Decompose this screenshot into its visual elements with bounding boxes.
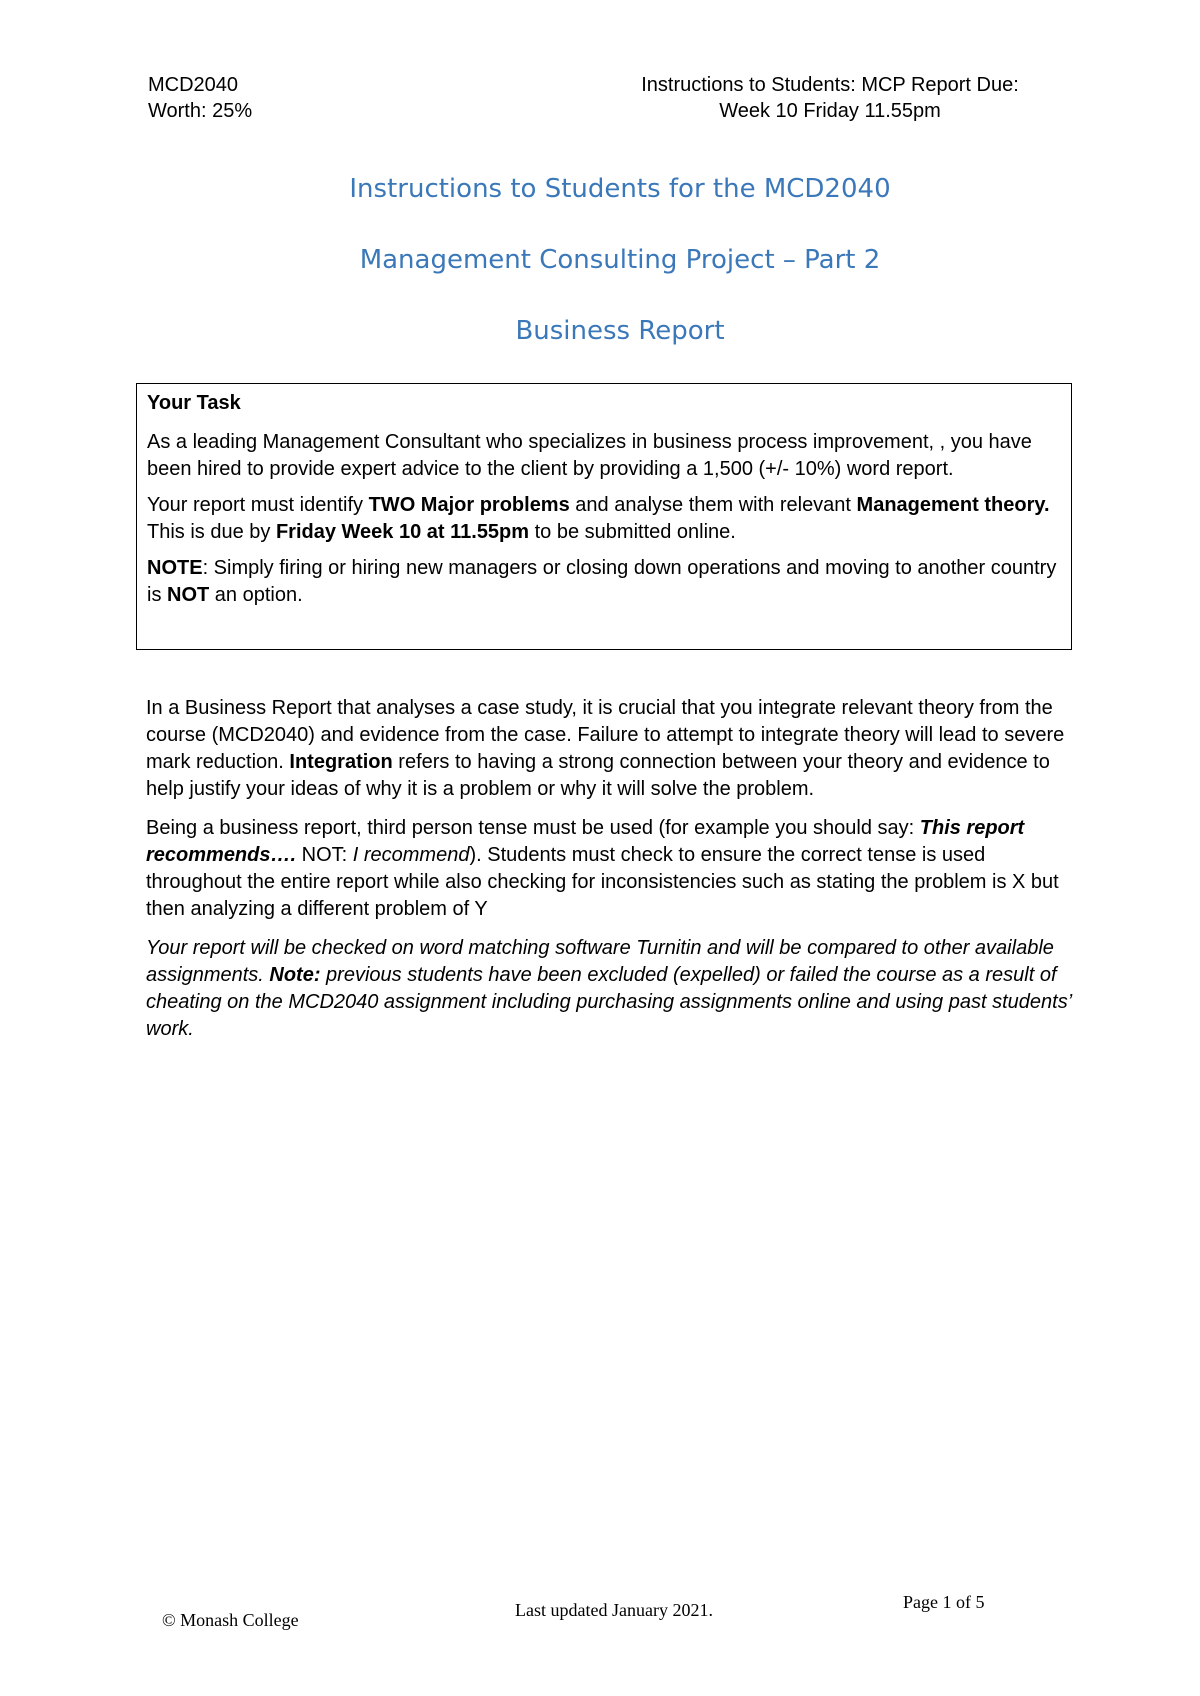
body-paragraph-1 [146,695,1072,803]
task-paragraph-3 [147,555,1061,609]
emphasis-deadline: Friday Week 10 at 11.55pm [275,521,530,543]
text-run: NOT: [296,844,353,866]
title-line-2: Management Consulting Project – Part 2 [359,245,881,275]
body-text [146,695,1072,1055]
title-line-1: Instructions to Students for the MCD2040 [349,174,891,204]
task-paragraph-2 [147,492,1061,546]
header-right [610,72,1050,124]
footer-updated: Last updated January 2021. [515,1600,713,1620]
text-run: and analyse them with relevant [569,494,857,516]
text-run: an option. [209,584,303,606]
worth-label: Worth: 25% [148,100,253,122]
text-run: Your report must identify [147,494,369,516]
emphasis-two-problems: TWO Major problems [368,494,570,516]
body-paragraph-3 [146,935,1072,1043]
note-label-italic: Note: [269,964,321,986]
header-left [148,72,252,124]
text-run: refers to having a strong connection between your theory and evidence to help justify your ideas of why it is a problem or why it will solve the problem. [146,751,1050,800]
due-line-1: Instructions to Students: MCP Report Due: [641,74,1019,96]
text-run: Being a business report, third person tense must be used (for example you should say: [146,817,920,839]
body-paragraph-2 [146,815,1072,923]
text-run: to be submitted online. [529,521,736,543]
text-run: ). Students must check to ensure the correct tense is used throughout the entire report while also checking for inconsistencies such as stating the problem is X but then analyzing a different problem of Y [146,844,1059,920]
task-heading: Your Task [147,392,241,414]
due-line-2: Week 10 Friday 11.55pm [719,100,941,122]
footer-page-number: Page 1 of 5 [903,1592,985,1612]
emphasis-management-theory: Management theory. [856,494,1050,516]
emphasis-not: NOT [167,584,210,606]
title-line-3: Business Report [515,316,725,346]
document-titles [0,172,1200,385]
task-box [136,383,1072,650]
text-run: : Simply firing or hiring new managers or closing down operations and moving to another country is [147,557,1057,606]
text-run: previous students have been excluded (expelled) or failed the course as a result of cheating on the MCD2040 assignment including purchasing assignments online and using past students’ work. [146,964,1072,1040]
emphasis-integration: Integration [289,751,393,773]
text-run: Your report will be checked on word matching software Turnitin and will be compared to other available assignments. [146,937,1054,986]
example-i-recommend: I recommend [352,844,470,866]
note-label: NOTE [147,557,203,579]
example-this-report: This report recommends…. [146,817,1025,866]
footer-copyright: © Monash College [162,1610,299,1630]
text-run: In a Business Report that analyses a case study, it is crucial that you integrate relevant theory from the course (MCD2040) and evidence from the case. Failure to attempt to integrate theory will lead to severe mark reduction. [146,697,1065,773]
task-paragraph-1: As a leading Management Consultant who specializes in business process improvement, , you have been hired to provide expert advice to the client by providing a 1,500 (+/- 10%) word report. [147,431,1032,480]
course-code: MCD2040 [148,74,239,96]
text-run: This is due by [147,521,276,543]
